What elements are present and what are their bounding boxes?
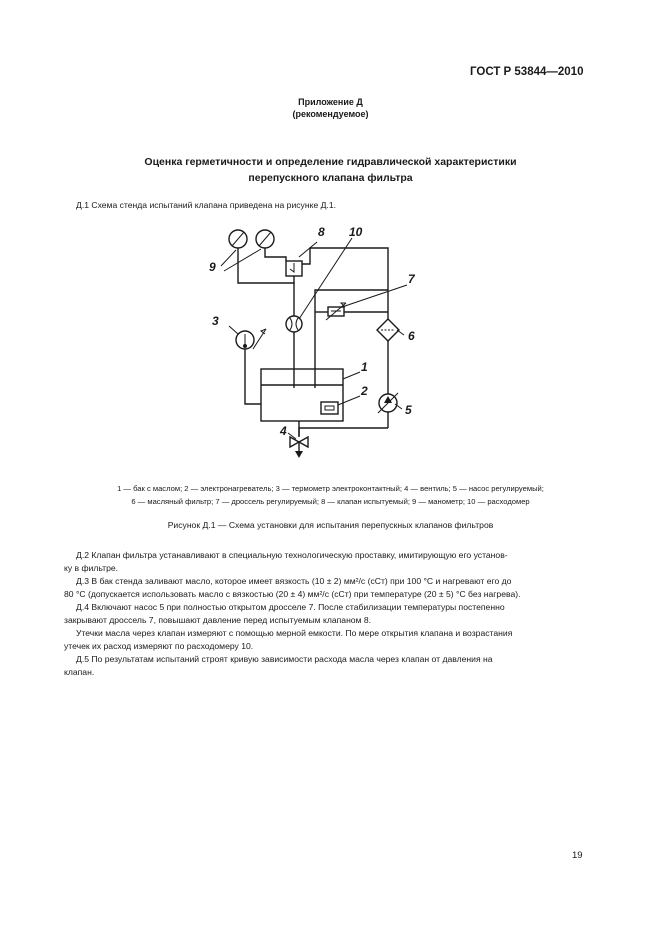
label-6: 6 bbox=[408, 329, 415, 343]
figure-caption: Рисунок Д.1 — Схема установки для испытания перепускных клапанов фильтров bbox=[167, 520, 494, 530]
label-3: 3 bbox=[212, 314, 219, 328]
label-8: 8 bbox=[318, 225, 325, 239]
paragraph-d3-line2: 80 °С (допускается использовать масло с вязкостью (20 ± 4) мм²/с (сСт) при температуре (20 ± 5) °С без нагрева). bbox=[64, 589, 521, 599]
appendix-note: (рекомендуемое) bbox=[292, 109, 369, 119]
label-9: 9 bbox=[209, 260, 216, 274]
paragraph-d4-line2: закрывают дроссель 7, повышают давление перед испытуемым клапаном 8. bbox=[64, 615, 372, 625]
section-title-line2: перепускного клапана фильтра bbox=[248, 172, 413, 184]
paragraph-d3-line1: Д.3 В бак стенда заливают масло, которое имеет вязкость (10 ± 2) мм²/с (сСт) при 100 °С и нагревают его до bbox=[76, 576, 512, 586]
section-title-line1: Оценка герметичности и определение гидравлической характеристики bbox=[144, 156, 517, 168]
figure-legend-line1: 1 — бак с маслом; 2 — электронагреватель; 3 — термометр электроконтактный; 4 — вентиль; 5 — насос регулируемый; bbox=[117, 484, 544, 493]
paragraph-leak-line1: Утечки масла через клапан измеряют с помощью мерной емкости. По мере открытия клапана и возрастания bbox=[76, 628, 513, 638]
figure-legend-line2: 6 — масляный фильтр; 7 — дроссель регулируемый; 8 — клапан испытуемый; 9 — манометр; 10 — расходомер bbox=[131, 497, 530, 506]
standard-number: ГОСТ Р 53844—2010 bbox=[470, 66, 584, 78]
label-7: 7 bbox=[408, 272, 415, 286]
label-2: 2 bbox=[361, 384, 368, 398]
label-5: 5 bbox=[405, 403, 412, 417]
heater bbox=[321, 402, 338, 414]
paragraph-leak-line2: утечек их расход измеряют по расходомеру 10. bbox=[64, 641, 254, 651]
paragraph-d5-line2: клапан. bbox=[64, 667, 95, 677]
paragraph-d5-line1: Д.5 По результатам испытаний строят кривую зависимости расхода масла через клапан от давления на bbox=[76, 654, 493, 664]
label-1: 1 bbox=[361, 360, 368, 374]
label-10: 10 bbox=[349, 225, 363, 239]
paragraph-d2-line1: Д.2 Клапан фильтра устанавливают в специальную технологическую проставку, имитирующую его установ- bbox=[76, 550, 508, 560]
paragraph-d4-line1: Д.4 Включают насос 5 при полностью открытом дросселе 7. После стабилизации температуры постепенно bbox=[76, 602, 505, 612]
appendix-title: Приложение Д bbox=[298, 97, 363, 107]
paragraph-d2-line2: ку в фильтре. bbox=[64, 563, 119, 573]
label-4: 4 bbox=[280, 424, 287, 438]
paragraph-d1: Д.1 Схема стенда испытаний клапана приведена на рисунке Д.1. bbox=[76, 200, 336, 210]
page-number: 19 bbox=[572, 850, 583, 861]
